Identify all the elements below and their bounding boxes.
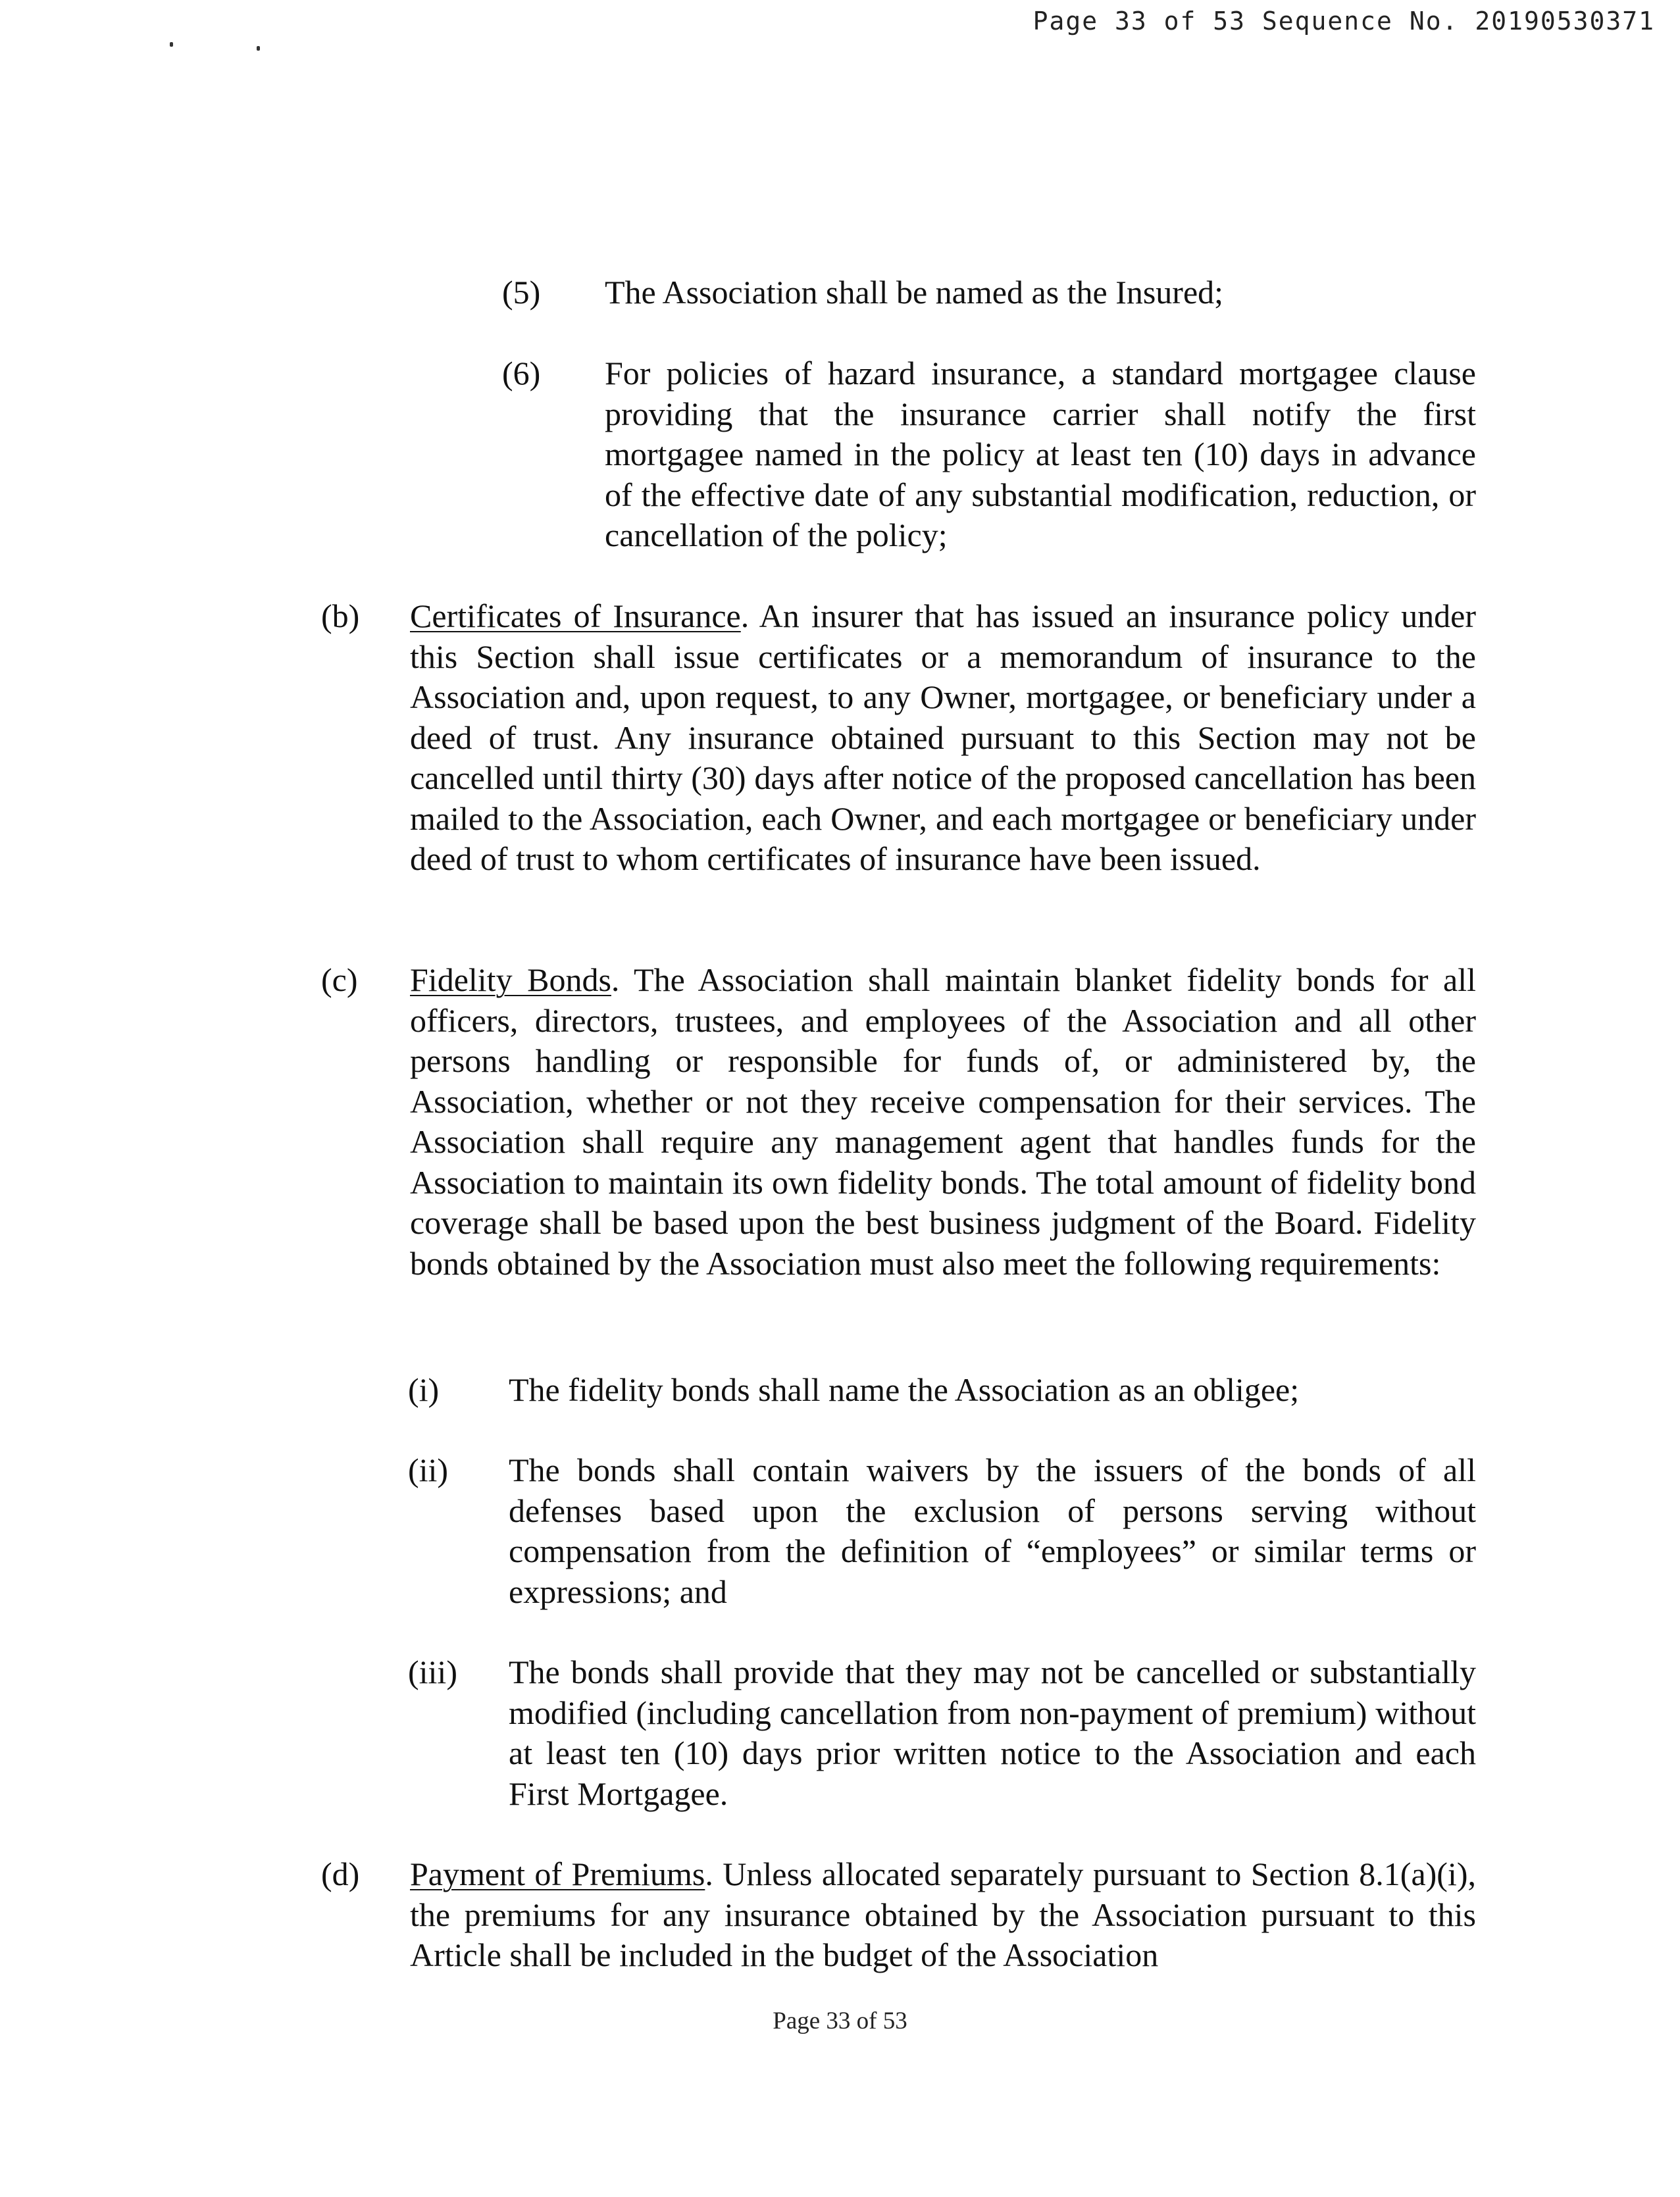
section-body: . The Association shall maintain blanket fidelity bonds for all officers, directors, trustees, and employees of the Association and all other persons handling or responsible for funds of, or administered by, the Association, whether or not they receive compensation for their services. The Association shall require any management agent that handles funds for the Association to maintain its own fidelity bonds. The total amount of fidelity bond coverage shall be based upon the best business judgment of the Board. Fidelity bonds obtained by the Association must also meet the following requirements: (410, 961, 1476, 1282)
item-text: The bonds shall provide that they may not be cancelled or substantially modified (including cancellation from non-payment of premium) without at least ten (10) days prior written notice to the Association and each First Mortgagee. (509, 1654, 1476, 1812)
section-heading: Fidelity Bonds (410, 961, 611, 998)
page-footer: Page 33 of 53 (773, 2008, 907, 2034)
item-text: The Association shall be named as the Insured; (605, 274, 1224, 311)
section-text (410, 960, 1476, 1284)
item-marker: (ii) (408, 1452, 449, 1488)
section-body: . An insurer that has issued an insurance policy under this Section shall issue certificates or a memorandum of insurance to the Association and, upon request, to any Owner, mortgagee, or beneficiary under a deed of trust. Any insurance obtained pursuant to this Section may not be cancelled until thirty (30) days after notice of the proposed cancellation has been mailed to the Association, each Owner, and each mortgagee or beneficiary under deed of trust to whom certificates of insurance have been issued. (410, 597, 1476, 877)
item-text: For policies of hazard insurance, a standard mortgagee clause providing that the insurance carrier shall notify the first mortgagee named in the policy at least ten (10) days in advance of the effective date of any substantial modification, reduction, or cancellation of the policy; (605, 355, 1476, 553)
item-text: The bonds shall contain waivers by the issuers of the bonds of all defenses based upon the exclusion of persons serving without compensation from the definition of “employees” or similar terms or expressions; and (509, 1452, 1476, 1610)
scan-speck (257, 46, 260, 51)
item-marker: (iii) (408, 1654, 457, 1690)
item-marker: (i) (408, 1371, 440, 1408)
section-body: . Unless allocated separately pursuant to Section 8.1(a)(i), the premiums for any insurance obtained by the Association pursuant to this Article shall be included in the budget of the Association (410, 1856, 1476, 1973)
item-marker: (5) (502, 274, 541, 311)
section-text (410, 596, 1476, 880)
sequence-header: Page 33 of 53 Sequence No. 20190530371 (1032, 7, 1655, 36)
section-heading: Certificates of Insurance (410, 597, 741, 634)
item-text: The fidelity bonds shall name the Association as an obligee; (509, 1371, 1300, 1408)
item-marker: (6) (502, 355, 541, 391)
scan-specks (170, 41, 275, 54)
section-marker: (d) (321, 1856, 360, 1892)
section-marker: (c) (321, 961, 358, 998)
section-marker: (b) (321, 597, 360, 634)
scan-speck (170, 42, 173, 47)
section-text (410, 1854, 1476, 1976)
section-heading: Payment of Premiums (410, 1856, 705, 1892)
